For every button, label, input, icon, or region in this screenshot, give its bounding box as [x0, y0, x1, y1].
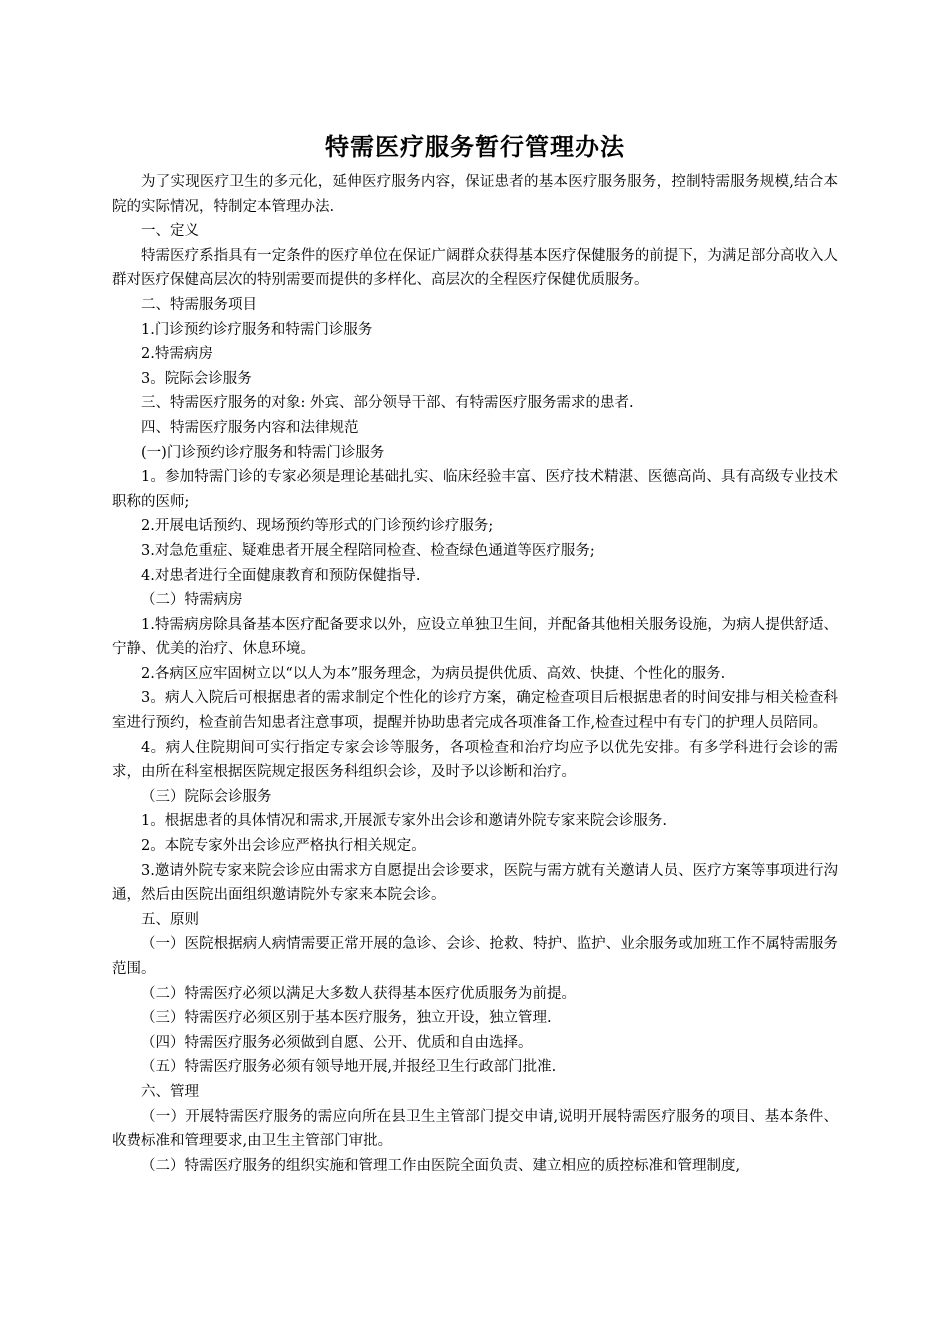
paragraph: 一、定义	[141, 223, 199, 240]
paragraph: 特需医疗系指具有一定条件的医疗单位在保证广阔群众获得基本医疗保健服务的前提下，为满足部分高收入人群对医疗保健高层次的特别需要而提供的多样化、高层次的全程医疗保健优质服务。	[112, 247, 838, 289]
document-body	[112, 170, 838, 1178]
paragraph: 1。参加特需门诊的专家必须是理论基础扎实、临床经验丰富、医疗技术精湛、医德高尚、具有高级专业技术职称的医师;	[112, 469, 838, 510]
paragraph: 3。院际会诊服务	[141, 370, 252, 387]
paragraph: 为了实现医疗卫生的多元化，延伸医疗服务内容，保证患者的基本医疗服务服务，控制特需服务规模,结合本院的实际情况，特制定本管理办法.	[112, 174, 838, 215]
document-title: 特需医疗服务暂行管理办法	[325, 133, 625, 161]
paragraph: 4。病人住院期间可实行指定专家会诊等服务，各项检查和治疗均应予以优先安排。有多学科进行会诊的需求，由所在科室根据医院规定报医务科组织会诊，及时予以诊断和治疗。	[112, 739, 838, 781]
paragraph: 1.特需病房除具备基本医疗配备要求以外，应设立单独卫生间，并配备其他相关服务设施，为病人提供舒适、宁静、优美的治疗、休息环境。	[112, 616, 838, 658]
paragraph: （四）特需医疗服务必须做到自愿、公开、优质和自由选择。	[141, 1034, 533, 1051]
paragraph: 2.各病区应牢固树立以“以人为本”服务理念，为病员提供优质、高效、快捷、个性化的服务.	[141, 665, 726, 682]
paragraph: 四、特需医疗服务内容和法律规范	[141, 419, 359, 436]
paragraph: 六、管理	[141, 1083, 199, 1100]
paragraph: 2.特需病房	[141, 346, 213, 363]
paragraph: 2.开展电话预约、现场预约等形式的门诊预约诊疗服务;	[141, 518, 494, 535]
paragraph: （三）特需医疗必须区别于基本医疗服务，独立开设，独立管理.	[141, 1010, 552, 1027]
paragraph: 五、原则	[141, 911, 199, 928]
paragraph: 4.对患者进行全面健康教育和预防保健指导.	[141, 567, 421, 584]
paragraph: 二、特需服务项目	[141, 296, 257, 313]
paragraph: 3.对急危重症、疑难患者开展全程陪同检查、检查绿色通道等医疗服务;	[141, 542, 595, 559]
paragraph: 3.邀请外院专家来院会诊应由需求方自愿提出会诊要求，医院与需方就有关邀请人员、医疗方案等事项进行沟通，然后由医院出面组织邀请院外专家来本院会诊。	[112, 862, 838, 904]
paragraph: （一）医院根据病人病情需要正常开展的急诊、会诊、抢救、特护、监护、业余服务或加班工作不属特需服务范围。	[112, 936, 838, 977]
paragraph: 2。本院专家外出会诊应严格执行相关规定。	[141, 838, 426, 855]
paragraph: (一)门诊预约诊疗服务和特需门诊服务	[141, 444, 385, 461]
paragraph: （五）特需医疗服务必须有领导地开展,并报经卫生行政部门批准.	[141, 1059, 557, 1076]
paragraph: 三、特需医疗服务的对象: 外宾、部分领导干部、有特需医疗服务需求的患者.	[141, 395, 634, 412]
paragraph: （一）开展特需医疗服务的需应向所在县卫生主管部门提交申请,说明开展特需医疗服务的项目、基本条件、收费标准和管理要求,由卫生主管部门审批。	[112, 1108, 838, 1150]
paragraph: 1。根据患者的具体情况和需求,开展派专家外出会诊和邀请外院专家来院会诊服务.	[141, 813, 667, 830]
paragraph: 1.门诊预约诊疗服务和特需门诊服务	[141, 321, 373, 338]
paragraph: （二）特需病房	[141, 592, 243, 609]
paragraph: （三）院际会诊服务	[141, 788, 272, 805]
paragraph: （二）特需医疗服务的组织实施和管理工作由医院全面负责、建立相应的质控标准和管理制度,	[141, 1157, 741, 1174]
paragraph: 3。病人入院后可根据患者的需求制定个性化的诊疗方案，确定检查项目后根据患者的时间安排与相关检查科室进行预约，检查前告知患者注意事项，提醒并协助患者完成各项准备工作,检查过程中有专门的护理人员陪同。	[112, 690, 838, 732]
paragraph: （二）特需医疗必须以满足大多数人获得基本医疗优质服务为前提。	[141, 985, 576, 1002]
